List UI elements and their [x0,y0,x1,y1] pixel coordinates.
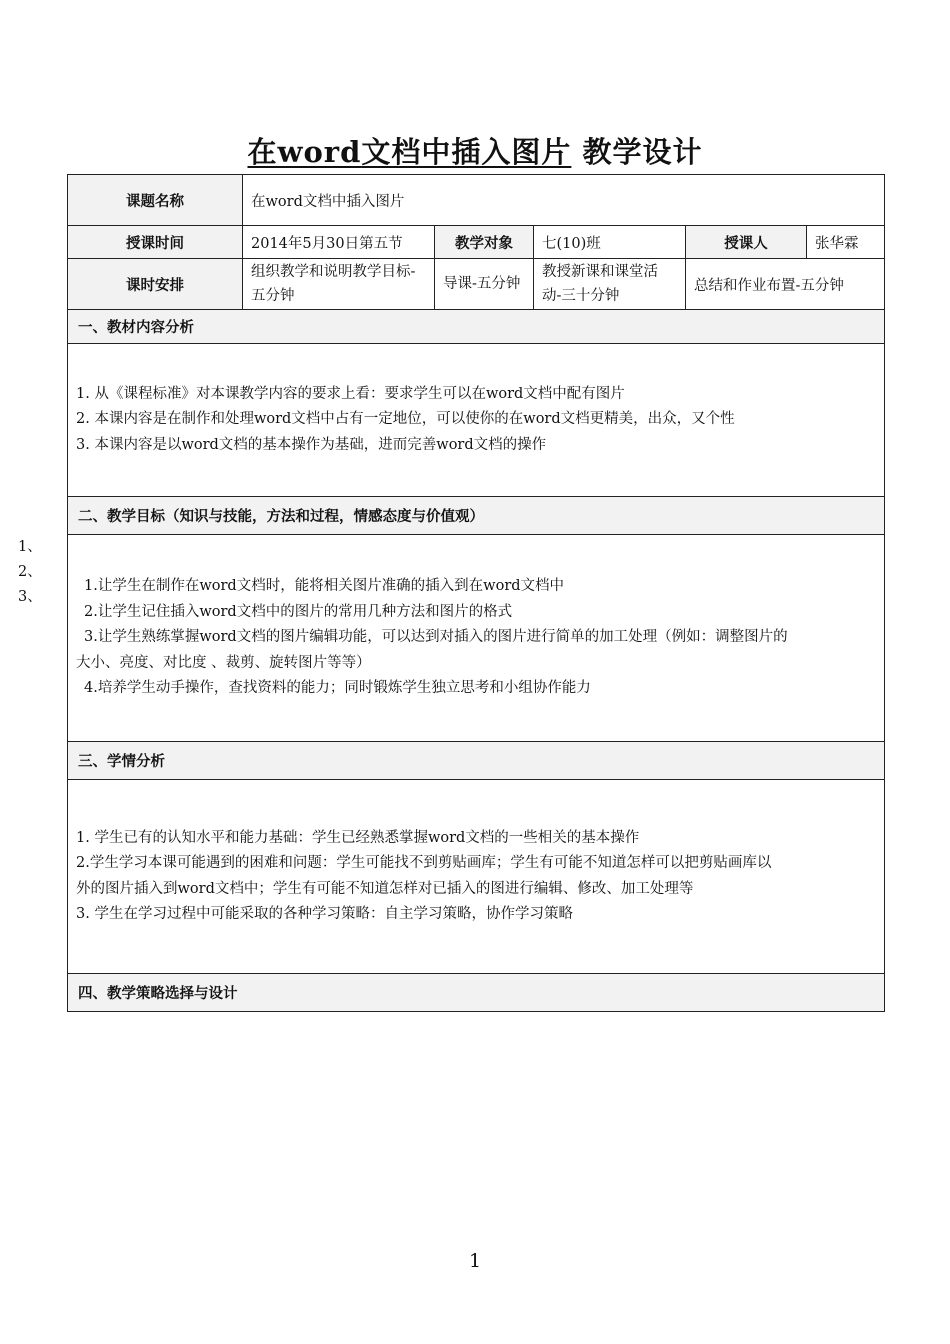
schedule-item-1: 组织教学和说明教学目标-五分钟 [243,259,435,310]
schedule-row [68,259,885,310]
section-3-heading: 三、学情分析 [68,742,885,780]
section-3-content [68,780,885,974]
title-part-design: 教学设计 [571,135,703,169]
page-number: 1 [468,1250,482,1272]
schedule-item-3: 教授新课和课堂活动-三十分钟 [534,259,686,310]
section-2-line: 2.让学生记住插入word文档中的图片的常用几种方法和图片的格式 [84,603,513,620]
title-underlined [248,135,572,169]
schedule-item-2: 导课-五分钟 [435,259,534,310]
section-1-line: 1. 从《课程标准》对本课教学内容的要求上看：要求学生可以在word文档中配有图片 [76,385,625,402]
section-3-line: 1. 学生已有的认知水平和能力基础：学生已经熟悉掌握word文档的一些相关的基本操作 [76,829,640,846]
teacher-value: 张华霖 [807,226,885,259]
section-1-line: 2. 本课内容是在制作和处理word文档中占有一定地位，可以使你的在word文档更精美，出众，又个性 [76,411,735,428]
section-4-heading: 四、教学策略选择与设计 [68,974,885,1012]
list-gutter-number: 1、 [18,539,42,555]
audience-value: 七(10)班 [534,226,686,259]
title-part-word: 在word [247,135,362,169]
section-2-content-row [68,535,885,742]
time-value: 2014年5月30日第五节 [243,226,435,259]
time-row [68,226,885,259]
lesson-plan-table [67,174,885,1012]
section-3-line: 3. 学生在学习过程中可能采取的各种学习策略：自主学习策略，协作学习策略 [76,906,573,922]
section-2-line: 大小、亮度、对比度 、裁剪、旋转图片等等） [76,654,371,671]
title-part-doc: 文档中插入图片 [361,135,572,169]
topic-row [68,175,885,226]
section-2-header-row [68,497,885,535]
section-3-line: 2.学生学习本课可能遇到的困难和问题：学生可能找不到剪贴画库；学生有可能不知道怎样可以把剪贴画库以 [76,855,772,871]
section-1-content-row [68,344,885,497]
section-2-content [68,535,885,742]
schedule-item-4: 总结和作业布置-五分钟 [686,259,885,310]
schedule-label: 课时安排 [68,259,243,310]
section-3-content-row [68,780,885,974]
section-2-heading: 二、教学目标（知识与技能，方法和过程，情感态度与价值观） [68,497,885,535]
section-3-header-row [68,742,885,780]
section-1-header-row [68,310,885,344]
time-label: 授课时间 [68,226,243,259]
section-1-heading: 一、教材内容分析 [68,310,885,344]
teacher-label: 授课人 [686,226,807,259]
topic-label: 课题名称 [68,175,243,226]
section-2-line: 4.培养学生动手操作，查找资料的能力；同时锻炼学生独立思考和小组协作能力 [84,680,591,697]
section-1-content [68,344,885,497]
topic-value: 在word文档中插入图片 [243,175,885,226]
list-gutter-number: 3、 [18,589,42,605]
list-gutter-number: 2、 [18,564,42,580]
section-1-line: 3. 本课内容是以word文档的基本操作为基础，进而完善word文档的操作 [76,436,547,453]
audience-label: 教学对象 [435,226,534,259]
section-3-line: 外的图片插入到word文档中；学生有可能不知道怎样对已插入的图进行编辑、修改、加工处理等 [76,880,694,897]
section-2-line: 3.让学生熟练掌握word文档的图片编辑功能，可以达到对插入的图片进行简单的加工处理（例如：调整图片的 [84,629,788,646]
section-4-header-row [68,974,885,1012]
section-2-line: 1.让学生在制作在word文档时，能将相关图片准确的插入到在word文档中 [84,578,565,595]
document-title [0,130,950,171]
